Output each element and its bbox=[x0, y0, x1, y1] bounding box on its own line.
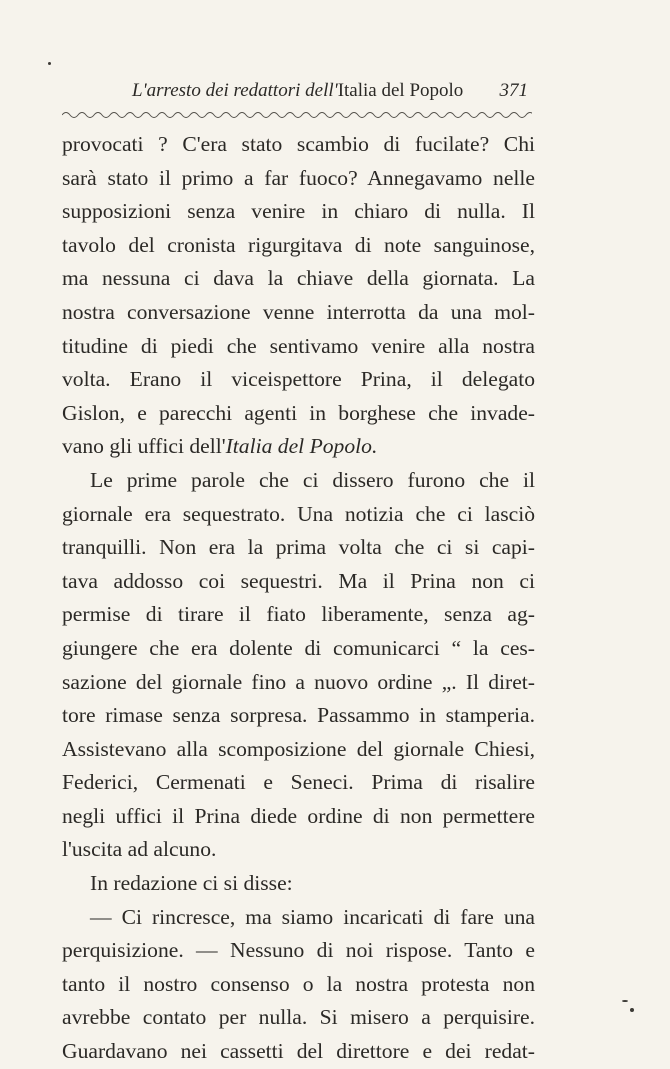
text-line-prefix: vano gli uffici dell' bbox=[62, 434, 226, 459]
text-line: permise di tirare il fiato liberamente, senza ag- bbox=[62, 602, 535, 627]
text-line: tore rimase senza sorpresa. Passammo in stamperia. bbox=[62, 703, 535, 728]
text-line: Guardavano nei cassetti del direttore e dei redat- bbox=[62, 1039, 535, 1064]
text-line: tranquilli. Non era la prima volta che ci si capi- bbox=[62, 535, 535, 560]
text-line: ma nessuna ci dava la chiave della giornata. La bbox=[62, 266, 535, 291]
text-line: tanto il nostro consenso o la nostra protesta non bbox=[62, 971, 535, 996]
running-title-journal: Italia bbox=[337, 80, 377, 101]
text-line: supposizioni senza venire in chiaro di nulla. Il bbox=[62, 199, 535, 224]
text-line: giungere che era dolente di comunicarci “ la ces- bbox=[62, 635, 535, 660]
text-line: titudine di piedi che sentivamo venire alla nostra bbox=[62, 333, 535, 358]
text-line: Gislon, e parecchi agenti in borghese che invade- bbox=[62, 400, 535, 425]
text-line: volta. Erano il viceispettore Prina, il delegato bbox=[62, 367, 535, 392]
text-line: sarà stato il primo a far fuoco? Annegavamo nelle bbox=[62, 165, 535, 190]
text-line: negli uffici il Prina diede ordine di non permettere bbox=[62, 803, 535, 828]
text-line: sazione del giornale fino a nuovo ordine „. Il diret- bbox=[62, 669, 535, 694]
body-text bbox=[62, 128, 535, 1069]
text-line: Le prime parole che ci dissero furono che il bbox=[90, 467, 535, 492]
text-line-last bbox=[62, 430, 535, 464]
running-title-journal-2: del Popolo bbox=[376, 80, 464, 101]
scan-speck bbox=[622, 1000, 628, 1002]
running-title bbox=[132, 80, 463, 102]
text-line: — Ci rincresce, ma siamo incaricati di fare una bbox=[90, 904, 535, 929]
text-line: giornale era sequestrato. Una notizia che ci lasciò bbox=[62, 501, 535, 526]
text-line: provocati ? C'era stato scambio di fucilate? Chi bbox=[62, 132, 535, 156]
text-line: nostra conversazione venne interrotta da una mol- bbox=[62, 299, 535, 324]
scan-speck bbox=[630, 1008, 634, 1012]
text-line: tava addosso coi sequestri. Ma il Prina non ci bbox=[62, 568, 535, 593]
text-line: In redazione ci si disse: bbox=[90, 871, 293, 896]
running-title-italic: L'arresto dei redattori dell' bbox=[132, 80, 338, 101]
journal-title-italic: Italia del Popolo. bbox=[225, 434, 378, 459]
wavy-rule-ornament bbox=[62, 108, 532, 122]
text-line: Federici, Cermenati e Seneci. Prima di risalire bbox=[62, 770, 535, 795]
running-header bbox=[120, 78, 530, 108]
page-number: 371 bbox=[499, 80, 528, 101]
text-line: Assistevano alla scomposizione del giornale Chiesi, bbox=[62, 736, 535, 761]
text-line: perquisizione. — Nessuno di noi rispose. Tanto e bbox=[62, 938, 535, 963]
text-line-last: l'uscita ad alcuno. bbox=[62, 837, 217, 862]
text-line: tavolo del cronista rigurgitava di note sanguinose, bbox=[62, 232, 535, 257]
text-line: avrebbe contato per nulla. Si misero a perquisire. bbox=[62, 1005, 535, 1030]
scan-speck bbox=[48, 62, 51, 65]
